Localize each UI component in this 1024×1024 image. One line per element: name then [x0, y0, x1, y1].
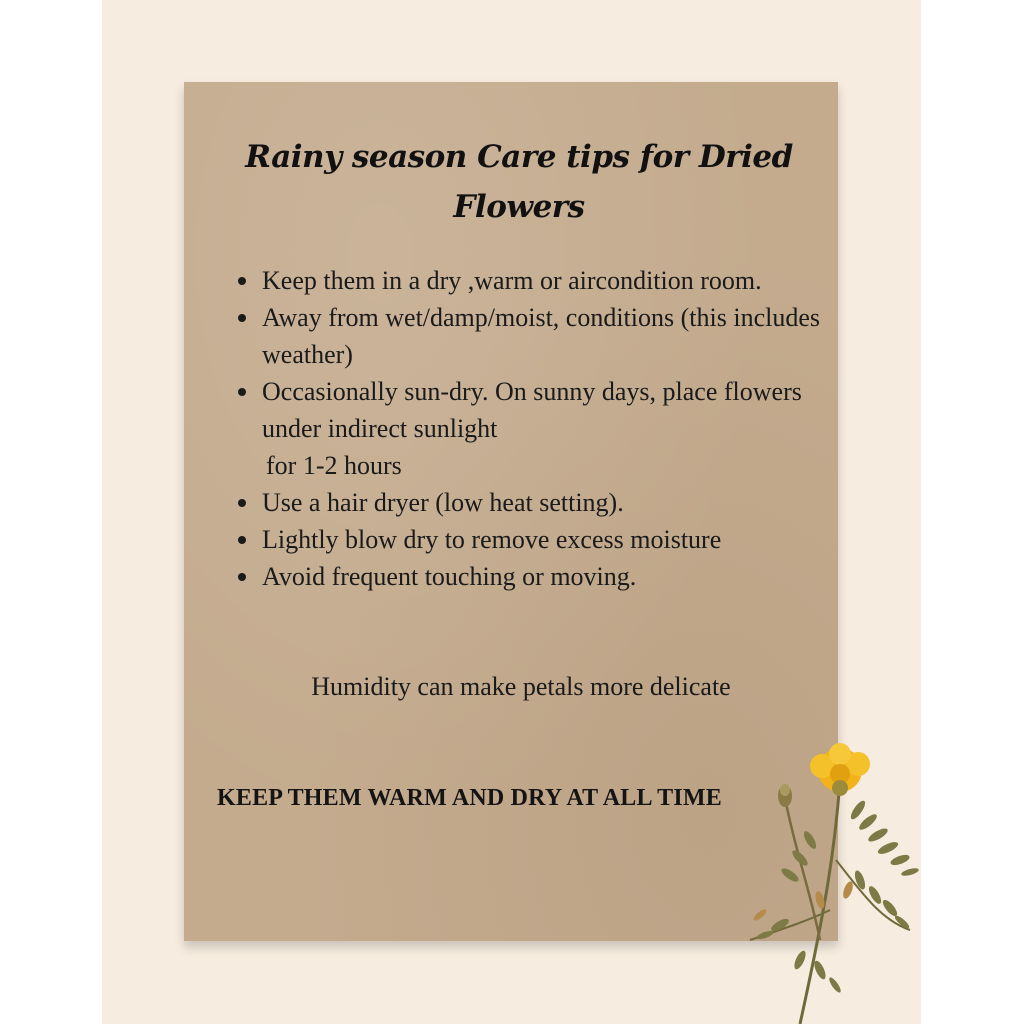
bullet-icon — [238, 314, 246, 322]
tip-item — [262, 521, 862, 558]
tip-text: Avoid frequent touching or moving. — [262, 562, 637, 591]
bullet-icon — [238, 388, 246, 396]
tip-text: Lightly blow dry to remove excess moisture — [262, 525, 722, 554]
tip-text: Use a hair dryer (low heat setting). — [262, 488, 624, 517]
tip-item — [262, 484, 862, 521]
tip-item — [262, 299, 862, 373]
bullet-icon — [238, 499, 246, 507]
tip-item — [262, 262, 862, 299]
bullet-icon — [238, 277, 246, 285]
humidity-note: Humidity can make petals more delicate — [311, 672, 731, 701]
bullet-icon — [238, 573, 246, 581]
bullet-icon — [238, 536, 246, 544]
dried-marigold-icon — [740, 740, 924, 1024]
closing-statement: KEEP THEM WARM AND DRY AT ALL TIME — [217, 785, 722, 811]
tip-text: Occasionally sun-dry. On sunny days, place flowers under indirect sunlight — [262, 377, 802, 443]
care-tips-list — [232, 262, 862, 595]
tip-item — [262, 373, 862, 484]
tip-text: Keep them in a dry ,warm or aircondition room. — [262, 266, 762, 295]
tip-item — [262, 558, 862, 595]
tip-text: Away from wet/damp/moist, conditions (this includes weather) — [262, 303, 820, 369]
card-title: Rainy season Care tips for Dried Flowers — [245, 139, 793, 225]
tip-continuation: for 1-2 hours — [266, 451, 402, 480]
